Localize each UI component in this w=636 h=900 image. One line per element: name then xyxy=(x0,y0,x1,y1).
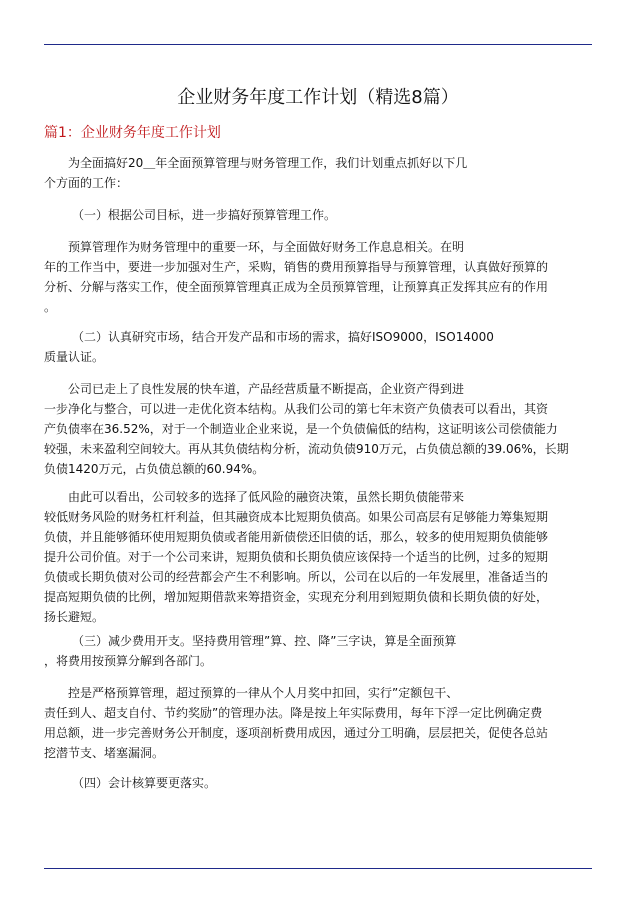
paragraph-line: 负债1420万元，占负债总额的60.94%。 xyxy=(44,462,265,476)
paragraph-line: 较强，未来盈利空间较大。再从其负债结构分析，流动负债910万元，占负债总额的39.06%，长期 xyxy=(44,442,569,456)
paragraph-line: 提高短期负债的比例，增加短期借款来筹措资金，实现充分利用到短期负债和长期负债的好处， xyxy=(44,590,549,604)
paragraph-line: 产负债率在36.52%，对于一个制造业企业来说，是一个负债偏低的结构，这证明该公司偿债能力 xyxy=(44,422,558,436)
subheading-4 xyxy=(44,773,592,793)
paragraph-line: 挖潜节支、堵塞漏洞。 xyxy=(44,746,165,760)
subheading-text: （二）认真研究市场，结合开发产品和市场的需求，搞好ISO9000，ISO14000 xyxy=(72,330,494,344)
header-rule xyxy=(44,44,592,45)
paragraph-line: 个方面的工作： xyxy=(44,176,129,190)
paragraph-line: 公司已走上了良性发展的快车道，产品经营质量不断提高，企业资产得到进 xyxy=(68,382,465,396)
subheading-3 xyxy=(44,631,592,671)
paragraph-intro xyxy=(44,153,592,193)
subheading-text: （三）减少费用开支。坚持费用管理”算、控、降”三字诀，算是全面预算 xyxy=(72,634,457,648)
paragraph-line: 提升公司价值。对于一个公司来讲，短期负债和长期负债应该保持一个适当的比例，过多的短期 xyxy=(44,550,549,564)
footer-rule xyxy=(44,868,592,869)
paragraph-line: 年的工作当中，要进一步加强对生产，采购，销售的费用预算指导与预算管理，认真做好预算的 xyxy=(44,260,549,274)
paragraph-line: 用总额，进一步完善财务公开制度，逐项剖析费用成因，通过分工明确，层层把关，促使各总站 xyxy=(44,726,549,740)
paragraph-line: 负债或长期负债对公司的经营都会产生不利影响。所以，公司在以后的一年发展里，准备适当的 xyxy=(44,570,549,584)
paragraph-line: 分析、分解与落实工作，使全面预算管理真正成为全员预算管理，让预算真正发挥其应有的作用 xyxy=(44,280,549,294)
paragraph-financing xyxy=(44,487,592,627)
paragraph-line: 较低财务风险的财务杠杆利益，但其融资成本比短期负债高。如果公司高层有足够能力筹集短期 xyxy=(44,510,549,524)
document-title: 企业财务年度工作计划（精选8篇） xyxy=(177,87,459,108)
paragraph-line: 控是严格预算管理，超过预算的一律从个人月奖中扣回，实行”定额包干、 xyxy=(68,686,459,700)
paragraph-line: 为全面搞好20＿年全面预算管理与财务管理工作，我们计划重点抓好以下几 xyxy=(68,156,468,170)
paragraph-line: 负债，并且能够循环使用短期负债或者能用新债偿还旧债的话，那么，较多的使用短期负债能够 xyxy=(44,530,549,544)
paragraph-budget xyxy=(44,237,592,317)
paragraph-line: ，将费用按预算分解到各部门。 xyxy=(44,654,213,668)
paragraph-line: 质量认证。 xyxy=(44,350,105,364)
subheading-text: （一）根据公司目标，进一步搞好预算管理工作。 xyxy=(72,208,337,222)
section-heading: 篇1：企业财务年度工作计划 xyxy=(44,125,221,141)
paragraph-line: 责任到人、超支自付、节约奖励”的管理办法。降是按上年实际费用，每年下浮一定比例确定费 xyxy=(44,706,543,720)
paragraph-line: 一步净化与整合，可以进一走优化资本结构。从我们公司的第七年末资产负债表可以看出，其资 xyxy=(44,402,549,416)
paragraph-cost-control xyxy=(44,683,592,763)
paragraph-capital-structure xyxy=(44,379,592,479)
subheading-2 xyxy=(44,327,592,367)
paragraph-line: 由此可以看出，公司较多的选择了低风险的融资决策，虽然长期负债能带来 xyxy=(68,490,465,504)
paragraph-line: 预算管理作为财务管理中的重要一环，与全面做好财务工作息息相关。在明 xyxy=(68,240,465,254)
paragraph-line: 扬长避短。 xyxy=(44,610,105,624)
subheading-1 xyxy=(44,205,592,225)
subheading-text: （四）会计核算要更落实。 xyxy=(72,776,217,790)
paragraph-line: 。 xyxy=(44,300,57,314)
